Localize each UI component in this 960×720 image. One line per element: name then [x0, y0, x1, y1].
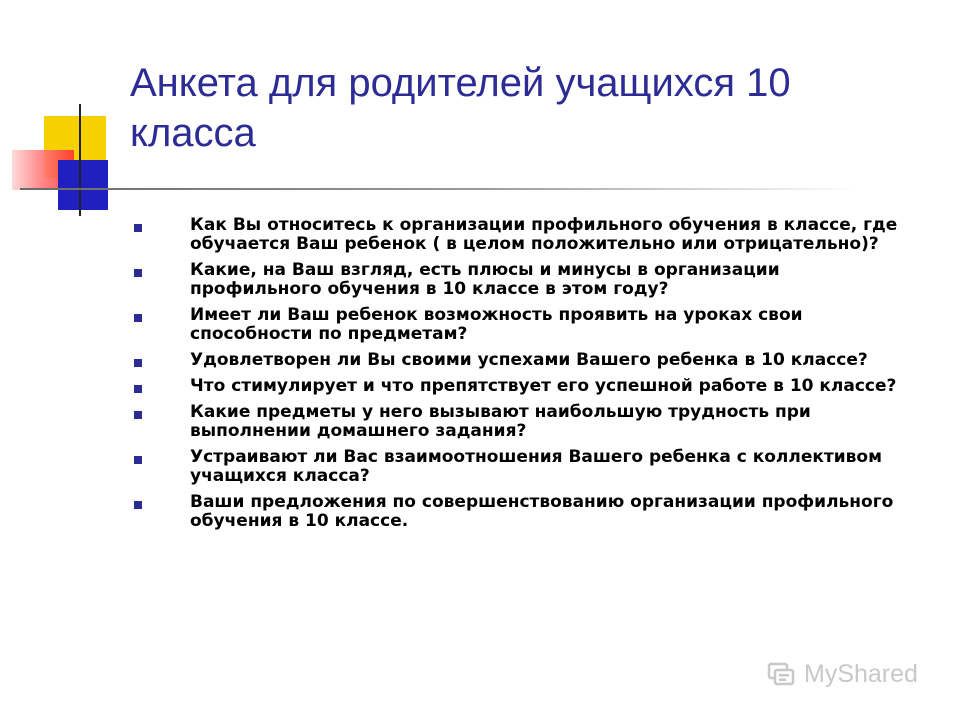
question-text: Что стимулирует и что препятствует его успешной работе в 10 классе? [190, 376, 897, 396]
decor-vertical-line [79, 104, 81, 216]
list-item [134, 377, 914, 396]
question-text: Имеет ли Ваш ребенок возможность проявить на уроках свои способности по предметам? [190, 305, 803, 344]
myshared-watermark [766, 654, 936, 694]
square-bullet-icon [134, 501, 142, 509]
question-text: Как Вы относитесь к организации профильного обучения в классе, где обучается Ваш ребенок ( в целом положительно или отрицательно)? [190, 215, 898, 254]
question-text: Какие, на Ваш взгляд, есть плюсы и минусы в организации профильного обучения в 10 классе в этом году? [190, 260, 780, 299]
title-underline [20, 188, 860, 190]
square-bullet-icon [134, 359, 142, 367]
square-bullet-icon [134, 456, 142, 464]
list-item [134, 448, 914, 486]
list-item [134, 493, 914, 531]
square-bullet-icon [134, 224, 142, 232]
question-text: Устраивают ли Вас взаимоотношения Вашего ребенка с коллективом учащихся класса? [190, 447, 882, 486]
list-item [134, 216, 914, 254]
square-bullet-icon [134, 385, 142, 393]
list-item [134, 261, 914, 299]
list-item [134, 351, 914, 370]
question-text: Ваши предложения по совершенствованию организации профильного обучения в 10 классе. [190, 492, 894, 531]
decor-blue-square [58, 160, 108, 210]
square-bullet-icon [134, 314, 142, 322]
question-list [134, 216, 914, 538]
square-bullet-icon [134, 269, 142, 277]
square-bullet-icon [134, 411, 142, 419]
list-item [134, 403, 914, 441]
question-text: Какие предметы у него вызывают наибольшую трудность при выполнении домашнего задания? [190, 402, 811, 441]
myshared-logo-icon [766, 658, 798, 690]
slide-title: Анкета для родителей учащихся 10 класса [130, 61, 791, 155]
list-item [134, 306, 914, 344]
question-text: Удовлетворен ли Вы своими успехами Вашего ребенка в 10 классе? [190, 350, 868, 370]
watermark-text: MyShared [804, 659, 918, 688]
